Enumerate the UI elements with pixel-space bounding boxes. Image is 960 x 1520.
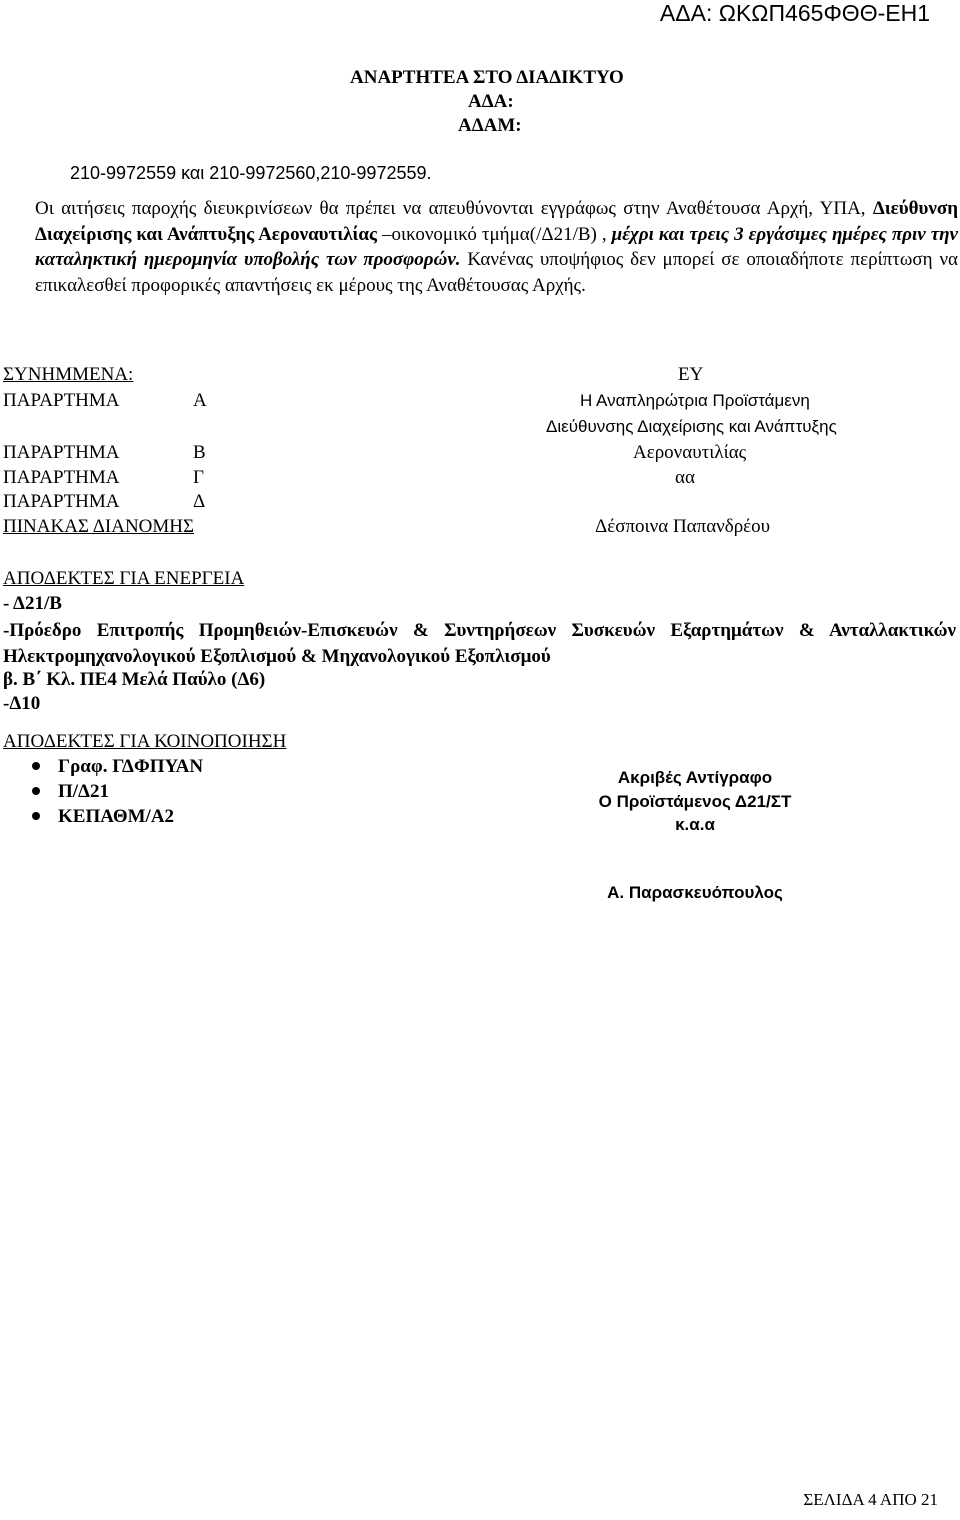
true-copy-kaa: κ.α.α bbox=[675, 815, 715, 834]
annex-d-label: ΠΑΡΑΡΤΗΜΑ bbox=[3, 491, 120, 512]
recipients-action-heading: ΑΠΟΔΕΚΤΕΣ ΓΙΑ ΕΝΕΡΓΕΙΑ bbox=[3, 568, 245, 589]
bullet-icon bbox=[32, 762, 40, 770]
annex-a bbox=[3, 390, 223, 412]
annex-a-label: ΠΑΡΑΡΤΗΜΑ bbox=[3, 390, 120, 411]
true-copy-name: Α. Παρασκευόπουλος bbox=[607, 882, 783, 902]
clarifications-paragraph bbox=[35, 196, 958, 298]
posting-header-title: ΑΝΑΡΤΗΤΕΑ ΣΤΟ ΔΙΑΔΙΚΤΥΟ bbox=[350, 67, 624, 88]
annex-d bbox=[3, 491, 223, 513]
signature-directorate-cont: Αεροναυτιλίας bbox=[633, 442, 747, 463]
recipient-info-item bbox=[32, 781, 109, 803]
annex-b bbox=[3, 442, 223, 464]
annex-c-letter: Γ bbox=[193, 467, 204, 488]
annex-d-letter: Δ bbox=[193, 491, 206, 512]
paragraph-directorate: Διεύθυνση Διαχείρισης και Ανάπτυξης Αεροναυτιλίας bbox=[35, 198, 958, 245]
recipient-d21b: - Δ21/Β bbox=[3, 593, 62, 614]
attachments-heading: ΣΥΝΗΜΜΕΝΑ: bbox=[3, 364, 134, 385]
annex-a-letter: Α bbox=[193, 390, 207, 411]
page-number: ΣΕΛΙΔΑ 4 ΑΠΟ 21 bbox=[803, 1490, 938, 1509]
recipient-committee-chair: -Πρόεδρο Επιτροπής Προμηθειών-Επισκευών & Συντηρήσεων Συσκευών Εξαρτημάτων & Ανταλλακτικών Ηλεκτρομηχανολογικού Εξοπλισμού & Μηχανολογικού Εξοπλισμού bbox=[3, 620, 956, 667]
annex-b-letter: Β bbox=[193, 442, 206, 463]
signature-aa: αα bbox=[675, 467, 695, 488]
true-copy-title: Ακριβές Αντίγραφο bbox=[617, 768, 773, 787]
distribution-table: ΠΙΝΑΚΑΣ ΔΙΑΝΟΜΗΣ bbox=[3, 516, 195, 537]
signature-directorate: Διεύθυνσης Διαχείρισης και Ανάπτυξης bbox=[546, 417, 837, 436]
recipient-d10: -Δ10 bbox=[3, 693, 41, 714]
annex-c-label: ΠΑΡΑΡΤΗΜΑ bbox=[3, 467, 120, 488]
recipient-member: β. Β΄ Κλ. ΠΕ4 Μελά Παύλο (Δ6) bbox=[3, 669, 266, 690]
paragraph-deadline: μέχρι και τρεις 3 εργάσιμες ημέρες πριν την καταληκτική ημερομηνία υποβολής των προσφορών. bbox=[35, 223, 958, 270]
true-copy-head: Ο Προϊστάμενος Δ21/ΣΤ bbox=[598, 791, 792, 811]
paragraph-note: Κανένας υποψήφιος δεν μπορεί σε οποιαδήποτε περίπτωση να επικαλεσθεί προφορικές απαντήσεις εκ μέρους της Αναθέτουσας Αρχής. bbox=[35, 249, 958, 296]
recipient-info-item bbox=[32, 806, 174, 828]
recipient-info-label: Γραφ. ΓΔΦΠΥΑΝ bbox=[58, 756, 204, 777]
true-copy-block bbox=[575, 766, 815, 904]
recipient-info-label: ΚΕΠΑΘΜ/Α2 bbox=[58, 806, 175, 827]
bullet-icon bbox=[32, 787, 40, 795]
posting-header-ada: ΑΔΑ: bbox=[468, 91, 514, 112]
annex-b-label: ΠΑΡΑΡΤΗΜΑ bbox=[3, 442, 120, 463]
phone-numbers: 210-9972559 και 210-9972560,210-9972559. bbox=[70, 163, 432, 183]
recipient-info-item bbox=[32, 756, 203, 778]
recipient-info-label: Π/Δ21 bbox=[58, 781, 109, 802]
bullet-icon bbox=[32, 812, 40, 820]
ada-identifier: ΑΔΑ: ΩΚΩΠ465ΦΘΘ-ΕΗ1 bbox=[659, 0, 930, 26]
signature-name: Δέσποινα Παπανδρέου bbox=[595, 516, 771, 537]
signature-title: Η Αναπληρώτρια Προϊστάμενη bbox=[580, 391, 810, 410]
annex-c bbox=[3, 467, 223, 489]
signature-ey: ΕΥ bbox=[678, 364, 704, 385]
paragraph-intro: Οι αιτήσεις παροχής διευκρινίσεων θα πρέπει να απευθύνονται εγγράφως στην Αναθέτουσα Αρχή, ΥΠΑ, bbox=[35, 198, 873, 219]
paragraph-department: –οικονομικό τμήμα(/Δ21/Β) , bbox=[377, 223, 612, 245]
posting-header-adam: ΑΔΑΜ: bbox=[458, 115, 522, 136]
recipients-info-heading: ΑΠΟΔΕΚΤΕΣ ΓΙΑ ΚΟΙΝΟΠΟΙΗΣΗ bbox=[3, 731, 287, 752]
